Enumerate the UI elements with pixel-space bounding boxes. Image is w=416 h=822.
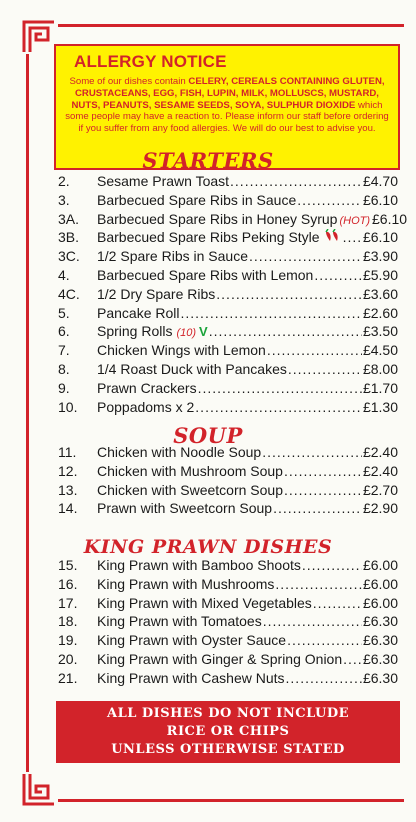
leader-dots	[198, 380, 362, 396]
item-number: 14.	[58, 500, 78, 517]
item-name	[97, 576, 274, 592]
item-name	[97, 286, 215, 302]
item-price: £6.30	[362, 650, 398, 667]
king-prawn-list	[58, 557, 398, 689]
item-price: £3.90	[362, 248, 398, 265]
menu-item-row	[58, 229, 398, 248]
item-name	[97, 500, 272, 516]
leader-dots	[288, 361, 362, 377]
menu-item-row	[58, 248, 398, 267]
item-number: 7.	[58, 342, 70, 359]
item-price: £6.10	[372, 210, 408, 227]
menu-item-row	[58, 670, 398, 689]
section-title-soup: SOUP	[173, 423, 243, 448]
leader-dots	[286, 670, 362, 686]
item-name-text: King Prawn with Cashew Nuts	[97, 669, 285, 686]
item-number: 11.	[58, 444, 77, 460]
leader-dots	[181, 305, 362, 321]
menu-item-row	[58, 651, 398, 670]
leader-dots	[267, 342, 362, 358]
menu-item-row	[58, 595, 398, 614]
menu-item-row	[58, 173, 398, 192]
border-bottom-line	[58, 799, 404, 802]
item-name-text: Poppadoms x 2	[97, 398, 195, 415]
menu-item-row	[58, 463, 398, 482]
item-price: £2.40	[362, 462, 398, 479]
item-price: £6.00	[362, 557, 398, 573]
hot-tag: (HOT)	[339, 214, 371, 227]
leader-dots	[343, 651, 362, 667]
item-name	[97, 463, 283, 479]
leader-dots	[343, 229, 362, 245]
item-name	[97, 342, 266, 358]
notice-line: UNLESS OTHERWISE STATED	[111, 742, 345, 757]
item-name-text: Pancake Roll	[97, 304, 180, 321]
item-number: 2.	[58, 173, 70, 189]
item-name-text: King Prawn with Mushrooms	[97, 575, 275, 592]
item-price: £4.50	[362, 342, 398, 359]
menu-item-row	[58, 323, 398, 342]
item-name	[97, 651, 342, 667]
item-name	[97, 595, 312, 611]
notice-banner	[56, 701, 400, 763]
leader-dots	[249, 248, 362, 264]
item-name	[97, 267, 313, 283]
menu-item-row	[58, 482, 398, 501]
item-number: 18.	[58, 613, 78, 630]
item-number: 5.	[58, 304, 70, 321]
item-name-text: King Prawn with Tomatoes	[97, 613, 262, 630]
leader-dots	[302, 557, 362, 573]
allergy-line: some people may have a reaction to. Please inform our staff before ordering	[65, 111, 389, 123]
item-price: £3.60	[362, 285, 398, 302]
item-number: 12.	[58, 462, 78, 479]
item-name	[97, 192, 296, 208]
pieces-tag: (10)	[176, 327, 197, 340]
item-name-text: Chicken with Noodle Soup	[97, 444, 262, 460]
item-name-text: Spring Rolls	[97, 323, 173, 340]
item-name-text: Sesame Prawn Toast	[97, 173, 230, 189]
menu-item-row	[58, 613, 398, 632]
leader-dots	[284, 482, 362, 498]
leader-dots	[262, 444, 362, 460]
item-name	[97, 632, 286, 648]
soup-list	[58, 444, 398, 519]
item-price: £3.50	[362, 323, 398, 340]
allergy-line: which	[355, 99, 383, 111]
item-name	[97, 399, 194, 415]
menu-item-row	[58, 286, 398, 305]
item-name-text: King Prawn with Ginger & Spring Onion	[97, 650, 343, 667]
item-name-text: King Prawn with Bamboo Shoots	[97, 557, 301, 573]
item-price: £2.70	[362, 481, 398, 498]
leader-dots	[263, 613, 362, 629]
section-title-starters: STARTERS	[142, 148, 274, 173]
allergy-line: if you suffer from any food allergies. We will do our best to advise you.	[78, 123, 376, 135]
item-price: £2.90	[362, 500, 398, 517]
item-name-text: Chicken with Sweetcorn Soup	[97, 481, 283, 498]
leader-dots	[313, 595, 362, 611]
allergy-line: CRUSTACEANS, EGG, FISH, LUPIN, MILK, MOLLUSCS, MUSTARD,	[75, 87, 379, 99]
item-name	[97, 211, 370, 227]
menu-item-row	[58, 576, 398, 595]
leader-dots	[230, 173, 362, 189]
item-name-text: 1/2 Dry Spare Ribs	[97, 285, 216, 302]
allergy-title: ALLERGY NOTICE	[74, 52, 227, 71]
item-price: £6.00	[362, 594, 398, 611]
item-name	[97, 444, 261, 460]
item-number: 6.	[58, 323, 70, 340]
item-price: £2.60	[362, 304, 398, 321]
item-price: £6.30	[362, 669, 398, 686]
item-name-text: Barbecued Spare Ribs with Lemon	[97, 266, 314, 283]
item-name	[97, 305, 180, 321]
item-number: 3C.	[58, 248, 80, 265]
item-name-text: Barbecued Spare Ribs Peking Style	[97, 229, 320, 246]
starters-list	[58, 173, 408, 417]
leader-dots	[195, 399, 362, 415]
menu-item-row	[58, 192, 398, 211]
item-name	[97, 361, 287, 377]
allergy-line: NUTS, PEANUTS, SESAME SEEDS, SOYA, SULPHUR DIOXIDE	[71, 99, 356, 111]
leader-dots	[273, 500, 362, 516]
item-name	[97, 248, 248, 264]
item-number: 15.	[58, 557, 78, 573]
item-number: 20.	[58, 650, 78, 667]
item-name	[97, 323, 208, 339]
item-price: £6.00	[362, 575, 398, 592]
menu-item-row	[58, 632, 398, 651]
border-top-line	[58, 24, 404, 27]
item-name-text: King Prawn with Mixed Vegetables	[97, 594, 312, 611]
item-name-text: King Prawn with Oyster Sauce	[97, 632, 287, 649]
item-price: £1.70	[362, 379, 398, 396]
item-name-text: Chicken Wings with Lemon	[97, 342, 266, 359]
chilli-icon	[324, 230, 342, 245]
item-name	[97, 229, 342, 245]
item-name-text: 1/4 Roast Duck with Pancakes	[97, 360, 287, 377]
item-price: £2.40	[362, 444, 398, 460]
item-name-text: Barbecued Spare Ribs in Sauce	[97, 191, 297, 208]
item-number: 9.	[58, 379, 70, 396]
item-number: 19.	[58, 632, 78, 649]
leader-dots	[297, 192, 362, 208]
item-price: £8.00	[362, 360, 398, 377]
menu-item-row	[58, 342, 398, 361]
allergy-line: Some of our dishes contain	[69, 76, 189, 87]
menu-item-row	[58, 267, 398, 286]
corner-ornament-icon	[20, 18, 56, 54]
leader-dots	[314, 267, 362, 283]
item-price: £6.10	[362, 229, 398, 246]
notice-line: ALL DISHES DO NOT INCLUDE	[106, 706, 350, 721]
item-price: £4.70	[362, 173, 398, 189]
leader-dots	[216, 286, 362, 302]
item-number: 13.	[58, 481, 78, 498]
item-number: 8.	[58, 360, 70, 377]
notice-line: RICE OR CHIPS	[166, 724, 290, 739]
menu-item-row	[58, 500, 398, 519]
allergy-line: CELERY, CEREALS CONTAINING GLUTEN,	[188, 76, 385, 87]
item-name	[97, 613, 262, 629]
item-number: 10.	[58, 398, 78, 415]
item-name-text: 1/2 Spare Ribs in Sauce	[97, 248, 248, 265]
item-number: 17.	[58, 594, 78, 611]
menu-item-row	[58, 210, 408, 230]
item-name-text: Prawn Crackers	[97, 379, 197, 396]
allergy-text	[62, 76, 392, 135]
item-name-text: Barbecued Spare Ribs in Honey Syrup	[97, 210, 338, 227]
corner-ornament-icon	[20, 772, 56, 808]
item-name-text: Prawn with Sweetcorn Soup	[97, 500, 273, 517]
item-price: £6.30	[362, 613, 398, 630]
leader-dots	[209, 323, 362, 339]
item-name-text: Chicken with Mushroom Soup	[97, 462, 283, 479]
item-name	[97, 557, 301, 573]
item-number: 4.	[58, 266, 70, 283]
item-name	[97, 173, 229, 189]
menu-item-row	[58, 361, 398, 380]
item-price: £6.30	[362, 632, 398, 649]
item-number: 3B.	[58, 229, 80, 246]
item-name	[97, 670, 285, 686]
menu-item-row	[58, 380, 398, 399]
menu-item-row	[58, 399, 398, 418]
item-name	[97, 380, 197, 396]
menu-item-row	[58, 444, 398, 463]
item-price: £1.30	[362, 398, 398, 415]
item-number: 21.	[58, 669, 78, 686]
leader-dots	[287, 632, 362, 648]
item-price: £6.10	[362, 191, 398, 208]
menu-item-row	[58, 305, 398, 324]
item-number: 16.	[58, 575, 78, 592]
vegetarian-icon: V	[199, 324, 208, 340]
item-number: 4C.	[58, 285, 80, 302]
item-number: 3.	[58, 191, 70, 208]
item-number: 3A.	[58, 210, 80, 227]
menu-item-row	[58, 557, 398, 576]
item-price: £5.90	[362, 266, 398, 283]
leader-dots	[284, 463, 362, 479]
leader-dots	[275, 576, 362, 592]
item-name	[97, 482, 283, 498]
section-title-king-prawn: KING PRAWN DISHES	[83, 536, 333, 558]
